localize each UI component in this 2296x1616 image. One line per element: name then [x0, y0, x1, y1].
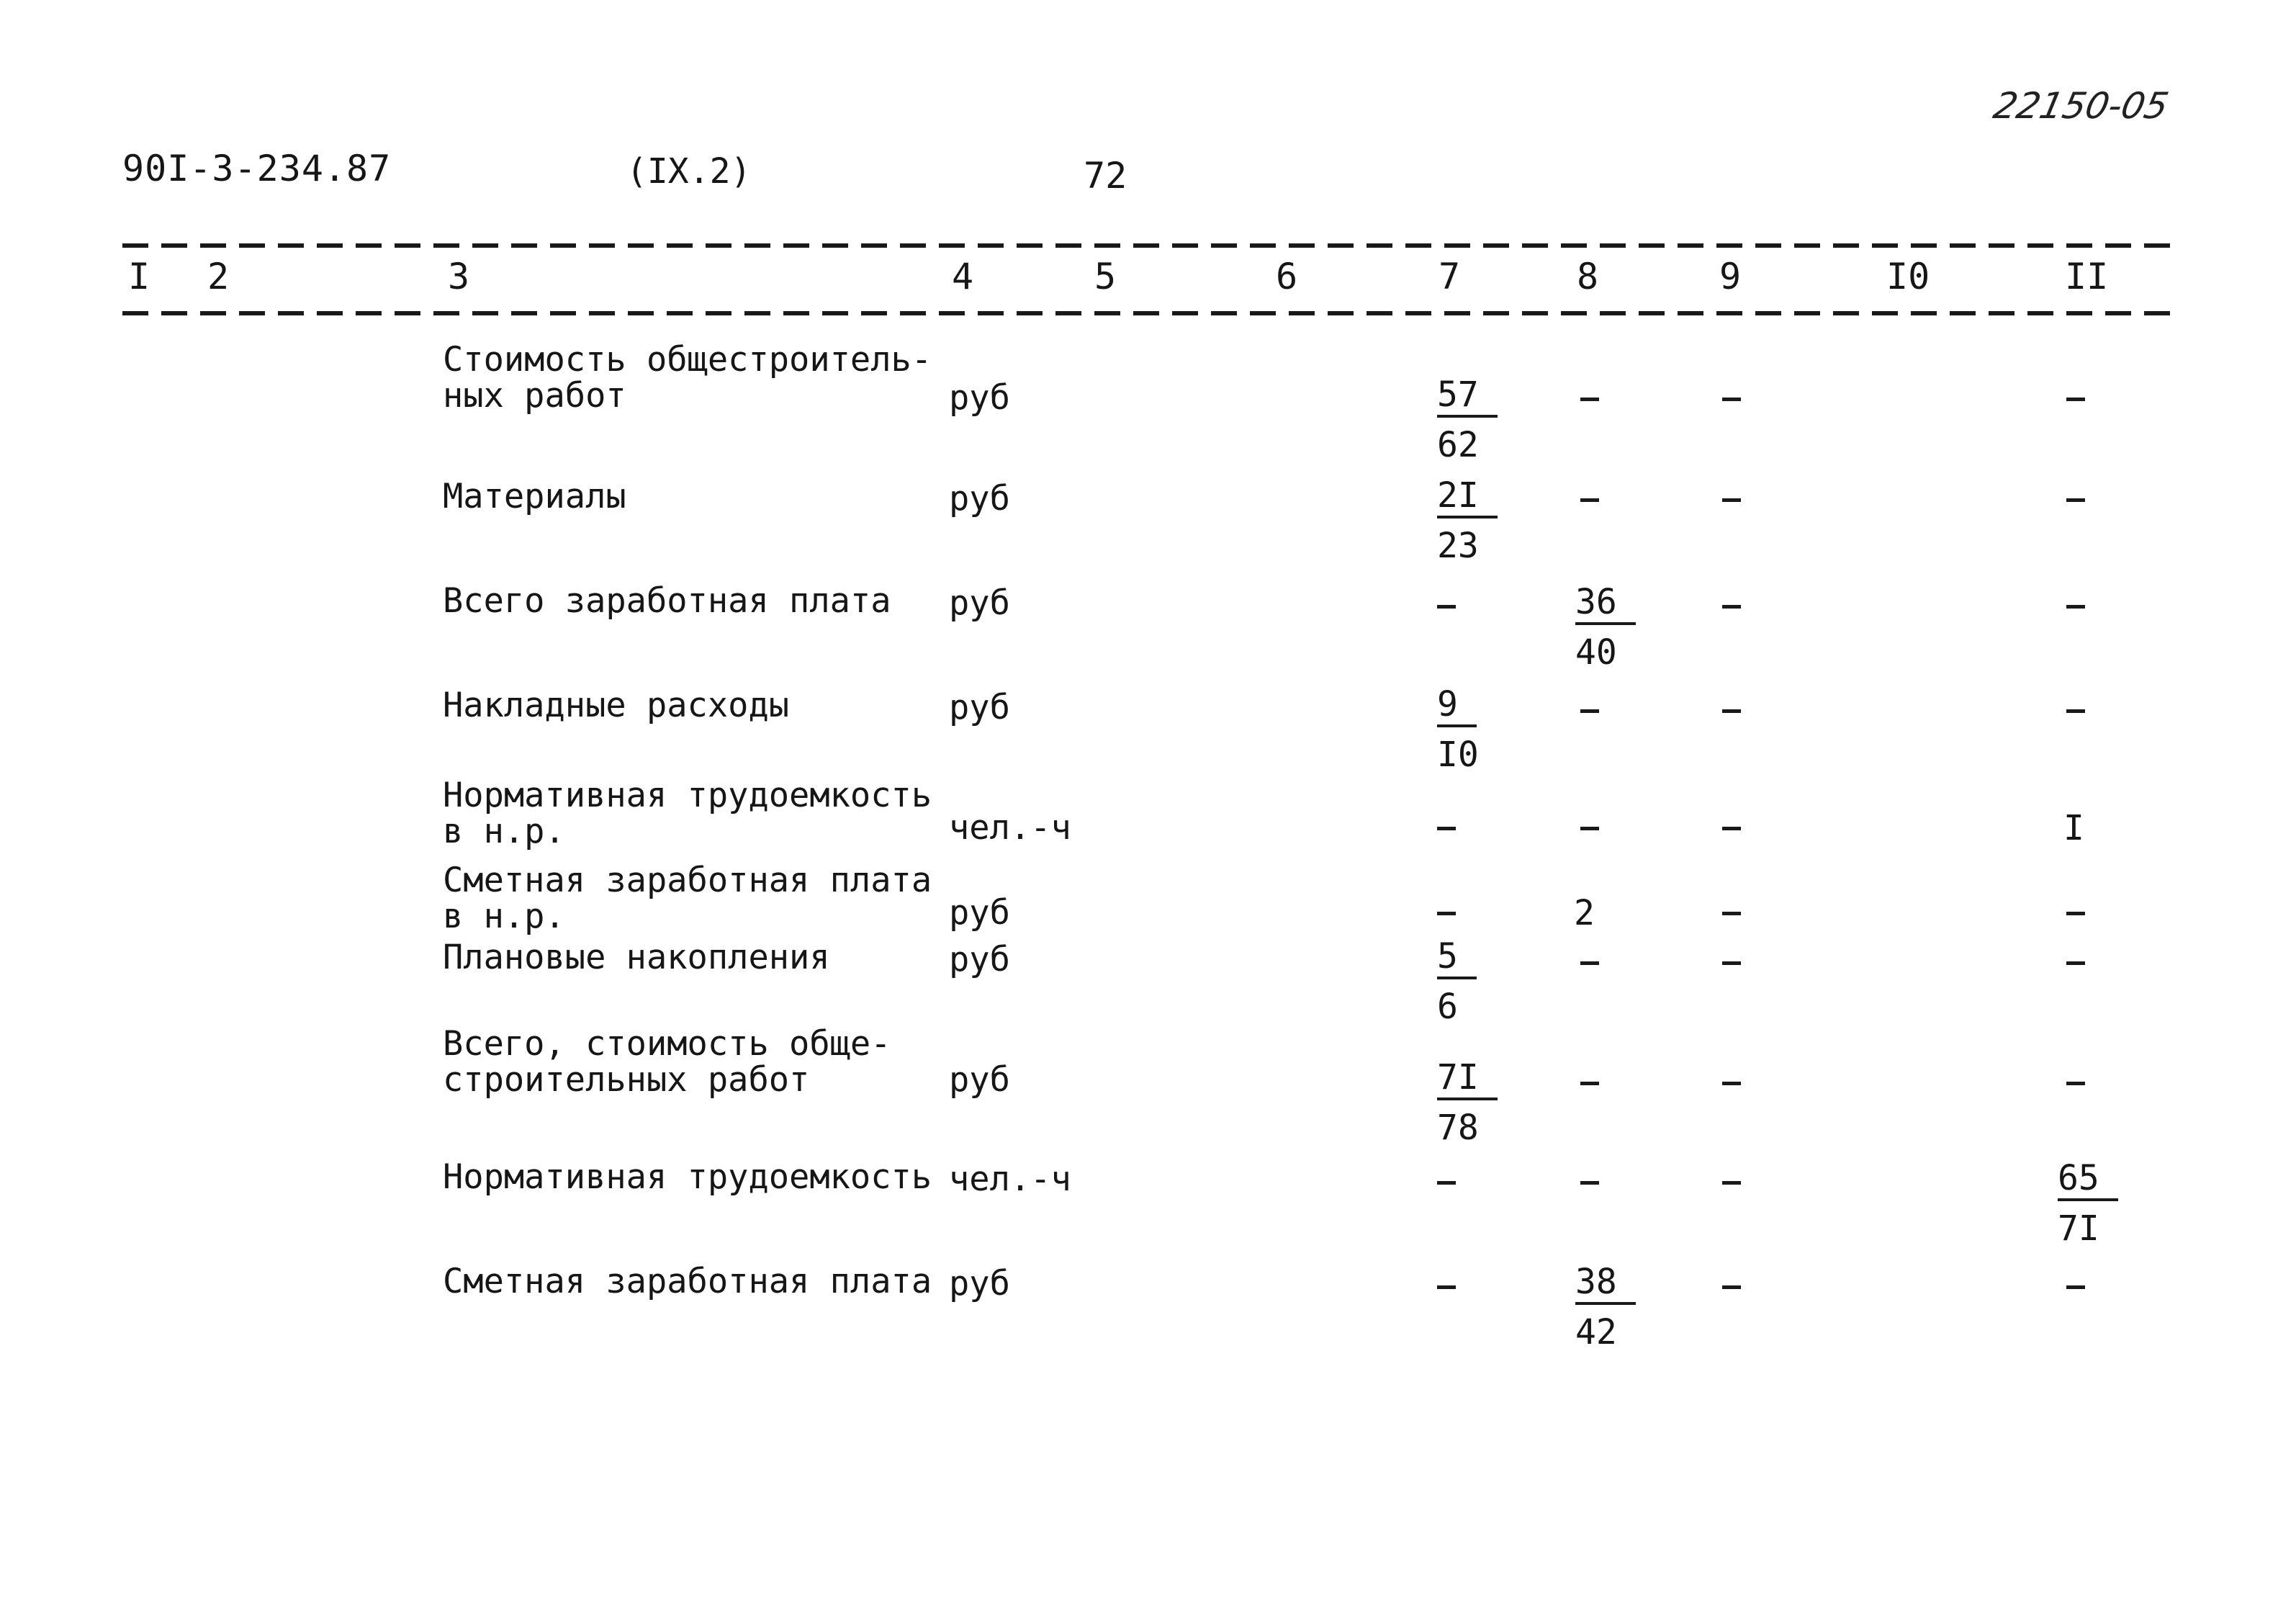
- row-10-unit: руб: [949, 1264, 1010, 1303]
- row-7-col8-dash: [1580, 961, 1599, 965]
- row-5-col9-dash: [1722, 827, 1741, 830]
- column-header-8: 8: [1577, 256, 1599, 297]
- page-number: 72: [1084, 155, 1127, 197]
- row-3-col8-fraction: [1575, 582, 1636, 675]
- row-1-col9-dash: [1722, 398, 1741, 401]
- row-5-unit: чел.-ч: [949, 808, 1071, 848]
- row-5-col7-dash: [1437, 827, 1456, 830]
- row-6-label: Сметная заработная плата в н.р.: [443, 861, 932, 936]
- row-8-label: Всего, стоимость обще- строительных работ: [443, 1024, 891, 1100]
- row-2-col8-dash: [1580, 498, 1599, 502]
- row-9-col11-numerator: 65: [2058, 1158, 2118, 1201]
- row-2-col7-denominator: 23: [1437, 526, 1479, 566]
- row-9-unit: чел.-ч: [949, 1159, 1071, 1199]
- row-8-col7-numerator: 7I: [1437, 1057, 1498, 1100]
- row-9-label: Нормативная трудоемкость: [443, 1157, 932, 1197]
- row-8-col11-dash: [2066, 1082, 2085, 1085]
- row-3-col8-denominator: 40: [1575, 632, 1617, 673]
- row-10-col8-numerator: 38: [1575, 1262, 1636, 1305]
- row-10-col7-dash: [1437, 1285, 1456, 1289]
- row-1-col7-fraction: [1437, 374, 1498, 468]
- row-7-col7-numerator: 5: [1437, 936, 1477, 979]
- row-10-col9-dash: [1722, 1285, 1741, 1289]
- row-4-col7-denominator: I0: [1437, 735, 1479, 775]
- row-4-col11-dash: [2066, 709, 2085, 713]
- row-1-col8-dash: [1580, 398, 1599, 401]
- document-code: 90I-3-234.87: [122, 148, 392, 189]
- row-7-unit: руб: [949, 940, 1010, 979]
- row-1-col11-dash: [2066, 398, 2085, 401]
- row-10-col8-denominator: 42: [1575, 1312, 1617, 1352]
- row-4-col7-fraction: [1437, 684, 1479, 778]
- column-header-4: 4: [952, 256, 974, 297]
- row-8-col8-dash: [1580, 1082, 1599, 1085]
- row-2-unit: руб: [949, 479, 1010, 519]
- row-7-col9-dash: [1722, 961, 1741, 965]
- row-9-col8-dash: [1580, 1181, 1599, 1185]
- column-header-1: I: [128, 256, 150, 297]
- row-6-unit: руб: [949, 893, 1010, 933]
- row-3-col7-dash: [1437, 605, 1456, 609]
- row-5-col8-dash: [1580, 827, 1599, 830]
- handwritten-inventory-number: 22150-05: [1989, 85, 2172, 127]
- row-3-label: Всего заработная плата: [443, 581, 891, 621]
- row-10-col8-fraction: [1575, 1262, 1636, 1355]
- column-header-6: 6: [1276, 256, 1298, 297]
- row-8-unit: руб: [949, 1060, 1010, 1100]
- row-1-label: Стоимость общестроитель- ных работ: [443, 340, 932, 416]
- row-2-col7-fraction: [1437, 475, 1498, 569]
- row-2-col11-dash: [2066, 498, 2085, 502]
- row-8-col9-dash: [1722, 1082, 1741, 1085]
- row-6-col11-dash: [2066, 912, 2085, 915]
- row-7-col7-fraction: [1437, 936, 1477, 1030]
- row-3-col8-numerator: 36: [1575, 582, 1636, 625]
- row-1-unit: руб: [949, 378, 1010, 418]
- row-3-col11-dash: [2066, 605, 2085, 609]
- column-header-3: 3: [448, 256, 470, 297]
- row-6-col8-value: 2: [1574, 893, 1595, 933]
- header-top-rule: [122, 243, 2173, 248]
- column-header-7: 7: [1439, 256, 1461, 297]
- row-3-col9-dash: [1722, 605, 1741, 609]
- row-6-col9-dash: [1722, 912, 1741, 915]
- column-header-2: 2: [207, 256, 230, 297]
- column-header-5: 5: [1094, 256, 1117, 297]
- row-9-col11-denominator: 7I: [2058, 1208, 2099, 1249]
- row-10-col11-dash: [2066, 1285, 2085, 1289]
- row-3-unit: руб: [949, 583, 1010, 623]
- row-7-label: Плановые накопления: [443, 938, 830, 977]
- row-9-col9-dash: [1722, 1181, 1741, 1185]
- row-8-col7-denominator: 78: [1437, 1108, 1479, 1148]
- row-9-col11-fraction: [2058, 1158, 2118, 1252]
- row-4-col9-dash: [1722, 709, 1741, 713]
- column-header-9: 9: [1719, 256, 1742, 297]
- column-header-11: II: [2065, 256, 2109, 297]
- row-6-col7-dash: [1437, 912, 1456, 915]
- row-2-col9-dash: [1722, 498, 1741, 502]
- row-4-col8-dash: [1580, 709, 1599, 713]
- row-5-label: Нормативная трудоемкость в н.р.: [443, 776, 932, 851]
- section-number: (IX.2): [626, 151, 752, 192]
- row-10-label: Сметная заработная плата: [443, 1262, 932, 1301]
- row-8-col7-fraction: [1437, 1057, 1498, 1151]
- row-9-col7-dash: [1437, 1181, 1456, 1185]
- header-bottom-rule: [122, 311, 2173, 315]
- row-4-label: Накладные расходы: [443, 686, 790, 725]
- row-1-col7-denominator: 62: [1437, 425, 1479, 465]
- column-header-10: I0: [1886, 256, 1930, 297]
- row-7-col7-denominator: 6: [1437, 987, 1458, 1027]
- row-2-col7-numerator: 2I: [1437, 475, 1498, 519]
- row-1-col7-numerator: 57: [1437, 374, 1498, 418]
- row-5-col11-value: I: [2063, 808, 2084, 848]
- row-2-label: Материалы: [443, 477, 626, 516]
- row-7-col11-dash: [2066, 961, 2085, 965]
- row-4-unit: руб: [949, 688, 1010, 727]
- row-4-col7-numerator: 9: [1437, 684, 1477, 727]
